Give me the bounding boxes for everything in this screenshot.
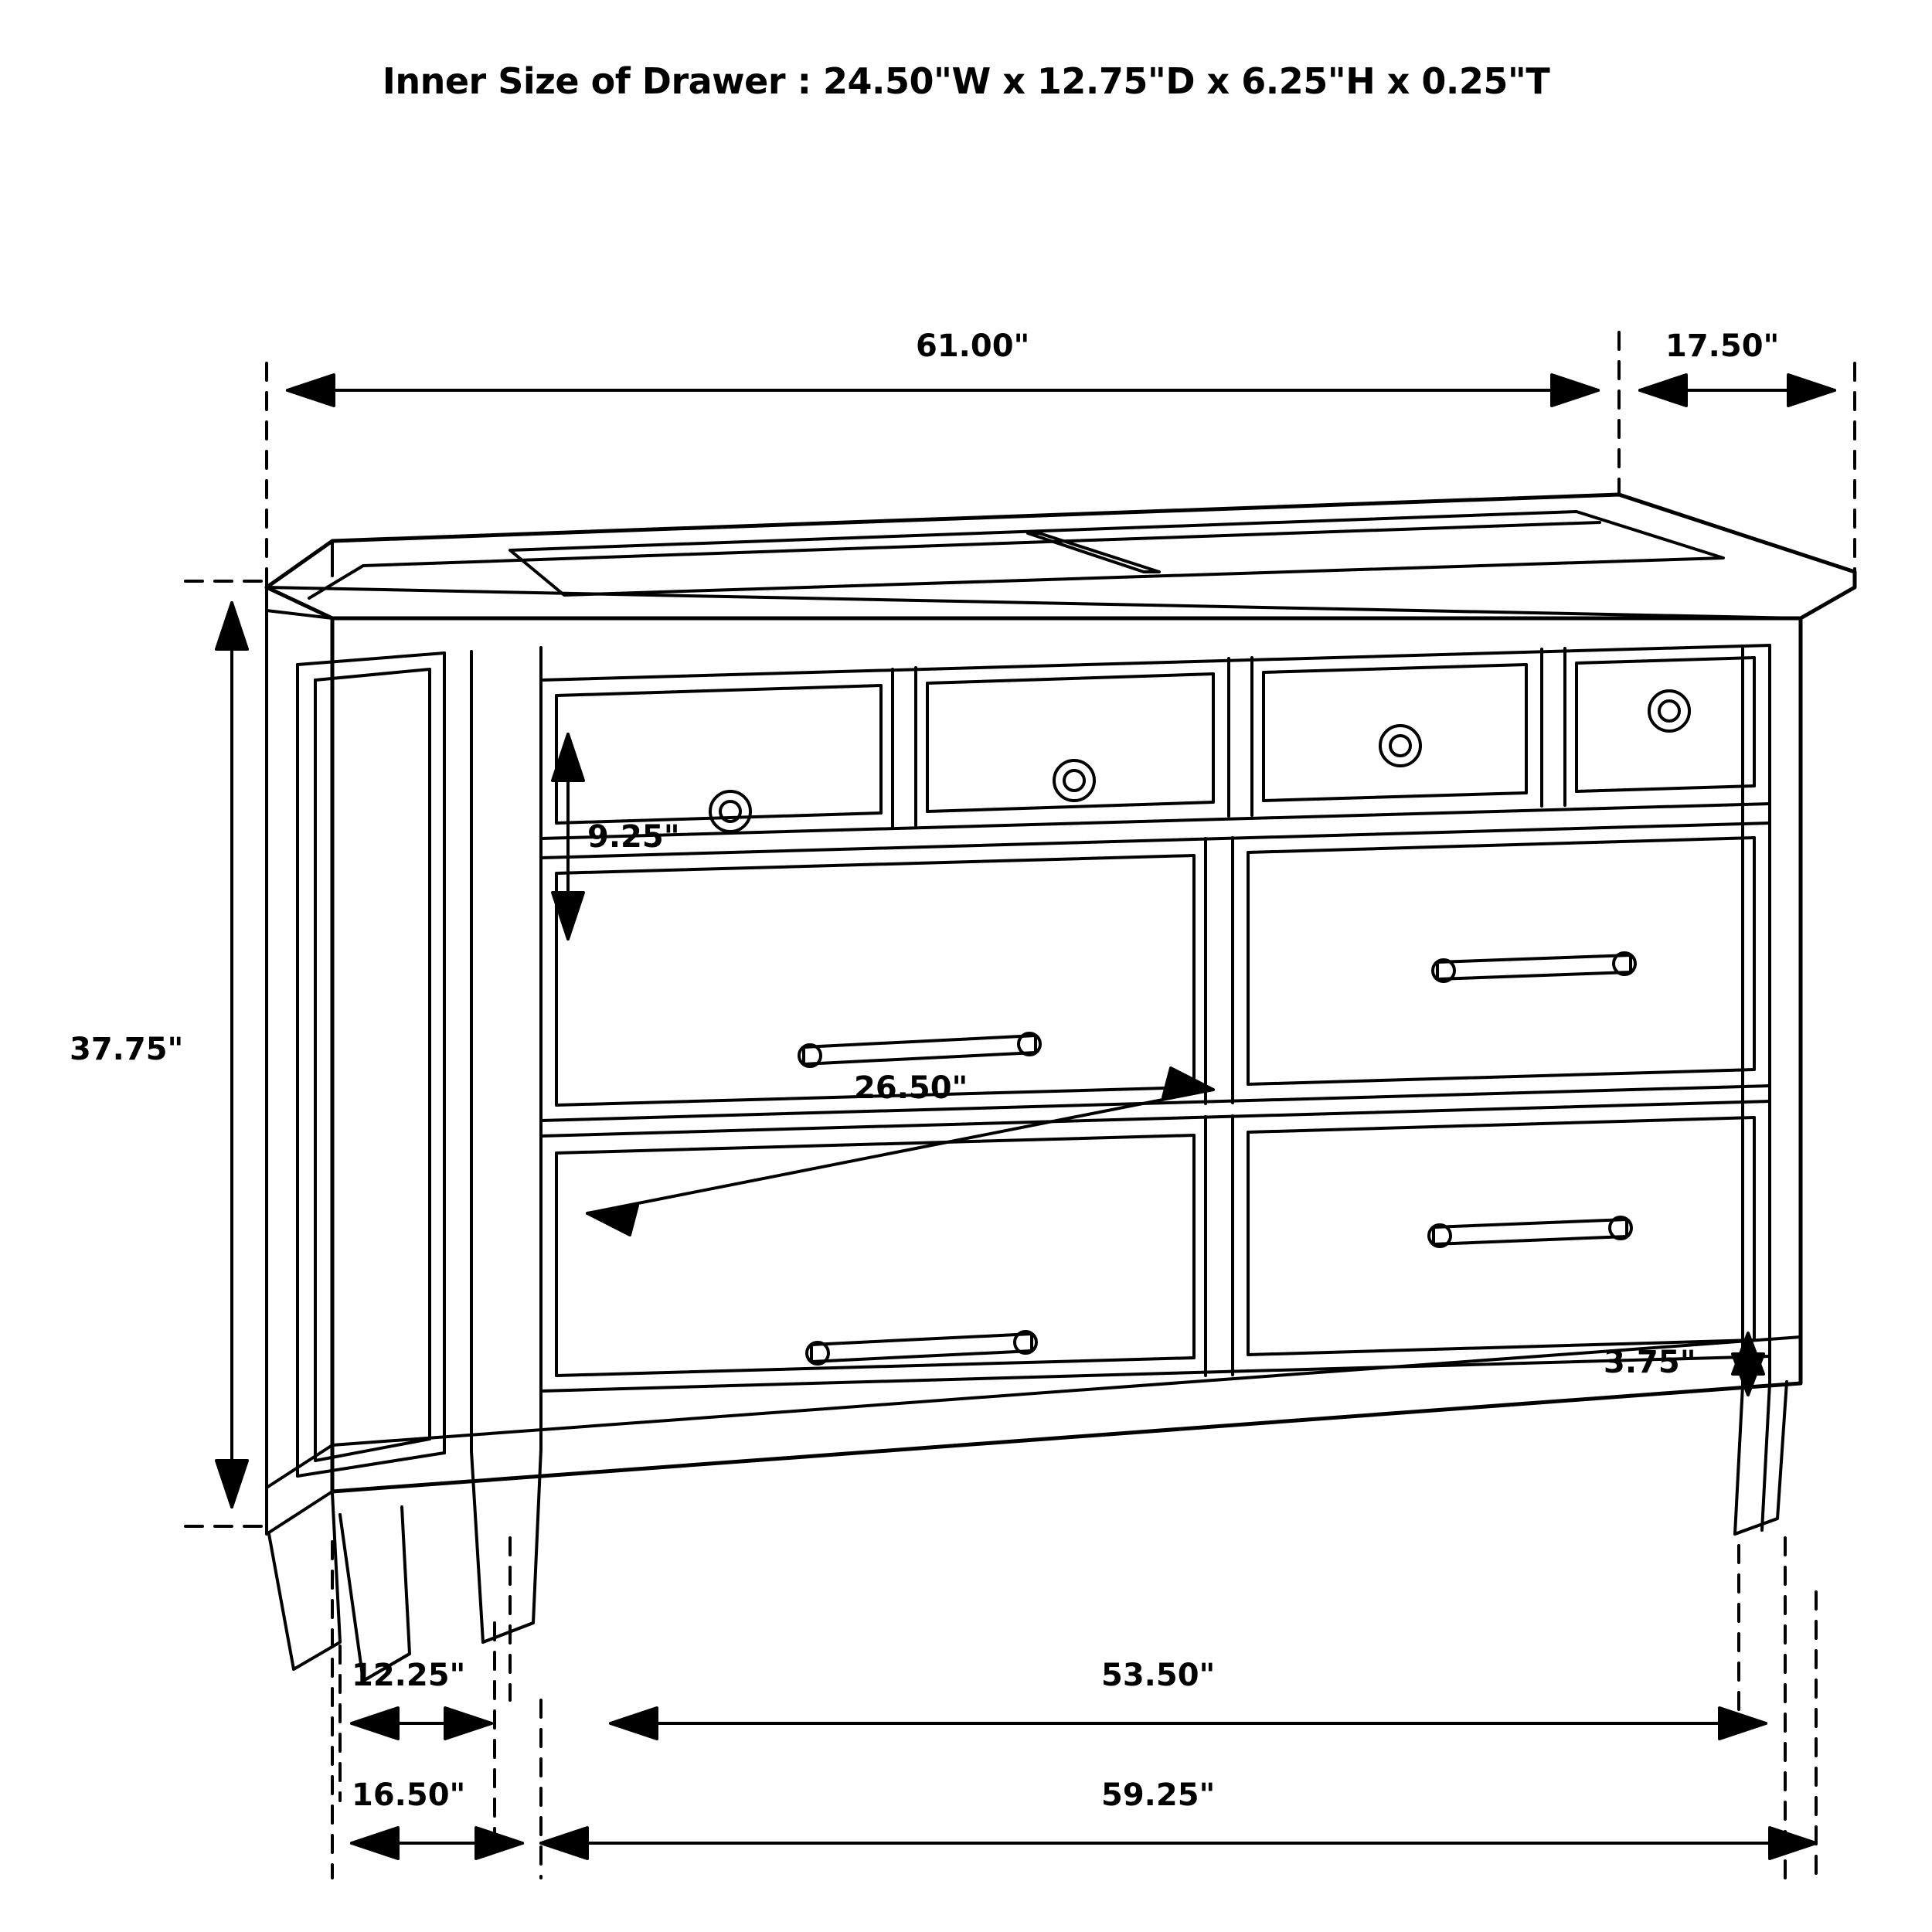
- dresser-outline: [267, 495, 1855, 1681]
- dim-label-small-drawer-height: 9.25": [587, 819, 680, 855]
- dim-label-base-back: 16.50": [352, 1777, 466, 1813]
- dim-base-front: [352, 1708, 492, 1739]
- dim-label-drawer-width: 26.50": [854, 1070, 968, 1106]
- dim-top-depth: [1640, 375, 1835, 406]
- dim-base-outer-width: [541, 1828, 1816, 1859]
- dim-label-leg-height: 3.75": [1604, 1345, 1696, 1380]
- dim-label-top-depth: 17.50": [1665, 328, 1780, 364]
- dim-base-back: [352, 1828, 522, 1859]
- dim-label-base-front: 12.25": [352, 1658, 466, 1693]
- dim-label-base-outer-width: 59.25": [1101, 1777, 1216, 1813]
- page-title: Inner Size of Drawer : 24.50"W x 12.75"D x 6.25"H x 0.25"T: [382, 60, 1550, 102]
- dim-label-top-width: 61.00": [916, 328, 1030, 364]
- dim-base-inner-width: [611, 1708, 1766, 1739]
- dim-top-width: [287, 375, 1598, 406]
- dim-label-overall-height: 37.75": [70, 1032, 184, 1067]
- dim-overall-height: [216, 603, 247, 1507]
- dim-label-base-inner-width: 53.50": [1101, 1658, 1216, 1693]
